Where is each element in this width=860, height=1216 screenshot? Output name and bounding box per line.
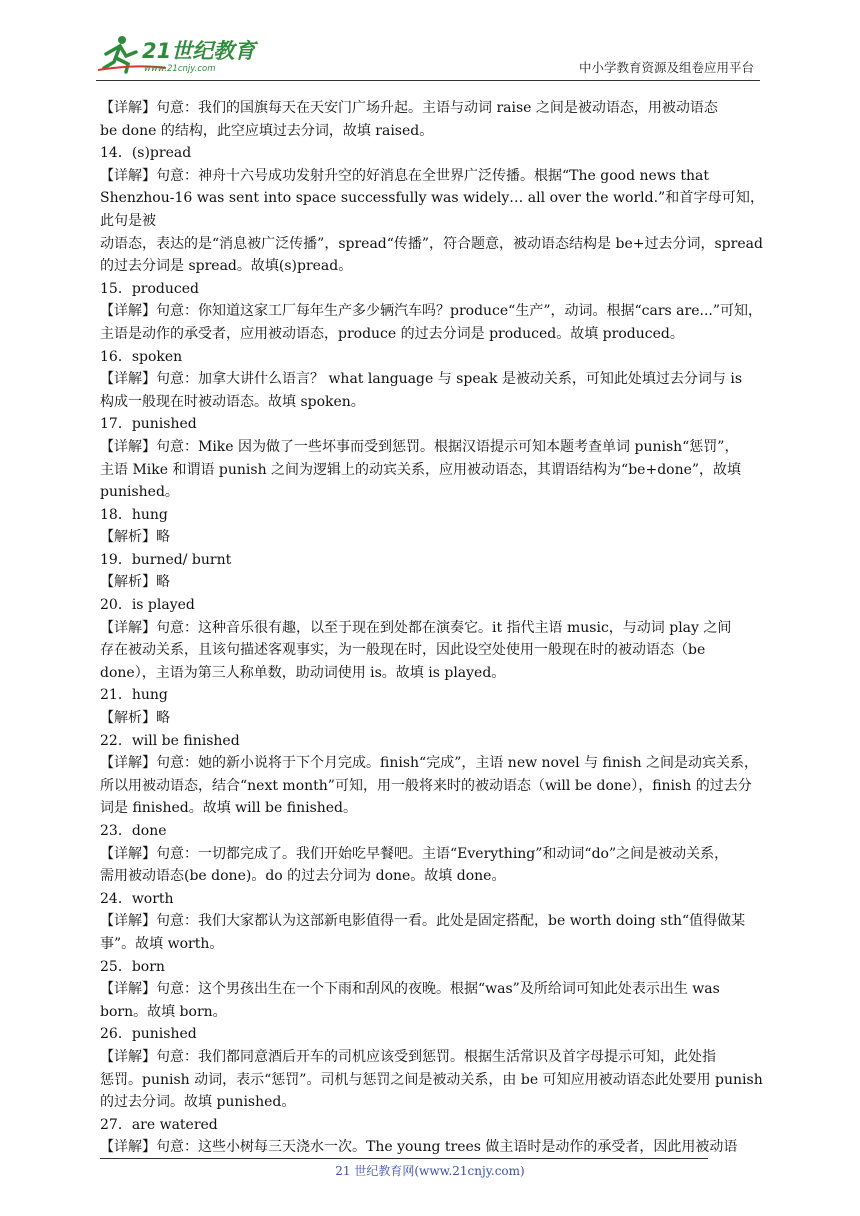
answer-line: 26．punished <box>100 1026 197 1043</box>
platform-label: 中小学教育资源及组卷应用平台 <box>578 60 754 75</box>
explanation-line: 的过去分词。故填 punished。 <box>100 1094 296 1111</box>
explanation-line: 构成一般现在时被动语态。故填 spoken。 <box>100 393 365 410</box>
explanation-line: done），主语为第三人称单数，助动词使用 is。故填 is played。 <box>100 664 506 681</box>
explanation-line: 主语 Mike 和谓语 punish 之间为逻辑上的动宾关系，应用被动语态，其谓语结构为“be+done”，故填 <box>100 461 742 478</box>
svg-text:21世纪教育: 21世纪教育 <box>142 39 256 63</box>
explanation-line: 【详解】句意：我们的国旗每天在天安门广场升起。主语与动词 raise 之间是被动语态，用被动语态 <box>100 100 718 116</box>
answer-line: 17．punished <box>100 416 197 433</box>
svg-text:www.21cnjy.com: www.21cnjy.com <box>144 64 216 74</box>
answer-line: 27．are watered <box>100 1116 218 1133</box>
answer-line: 19．burned/ burnt <box>100 551 232 568</box>
explanation-line: 【详解】句意：这种音乐很有趣，以至于现在到处都在演奏它。it 指代主语 music，与动词 play 之间 <box>100 619 732 636</box>
explanation-line: 所以用被动语态，结合“next month”可知，用一般将来时的被动语态（will be done），finish 的过去分 <box>100 777 752 794</box>
explanation-line: 【详解】句意：这些小树每三天浇水一次。The young trees 做主语时是动作的承受者，因此用被动语 <box>100 1139 738 1156</box>
answer-line: 14．(s)pread <box>100 145 192 162</box>
explanation-line: 【解析】略 <box>100 529 170 546</box>
explanation-line: 【详解】句意：神舟十六号成功发射升空的好消息在全世界广泛传播。根据“The good news that <box>100 167 710 184</box>
answer-line: 15．produced <box>100 280 199 297</box>
explanation-line: 【详解】句意：加拿大讲什么语言？ what language 与 speak 是被动关系，可知此处填过去分词与 is <box>100 371 743 388</box>
answer-line: 18．hung <box>100 506 168 523</box>
footer-site-link[interactable]: 21 世纪教育网(www.21cnjy.com) <box>335 1164 525 1178</box>
explanation-line: 惩罚。punish 动词，表示“惩罚”。司机与惩罚之间是被动关系，由 be 可知应用被动语态此处要用 punish <box>100 1071 763 1088</box>
page-header <box>96 30 760 81</box>
explanation-line: 【详解】句意：我们都同意酒后开车的司机应该受到惩罚。根据生活常识及首字母提示可知，此处指 <box>100 1048 716 1065</box>
explanation-line: 【详解】句意：她的新小说将于下个月完成。finish“完成”，主语 new novel 与 finish 之间是动宾关系， <box>100 755 759 772</box>
explanation-line: 存在被动关系，且该句描述客观事实，为一般现在时，因此设空处使用一般现在时的被动语态（be <box>100 642 706 659</box>
answer-line: 24．worth <box>100 890 174 907</box>
explanation-line: 【解析】略 <box>100 574 170 591</box>
explanation-line: 主语是动作的承受者，应用被动语态，produce 的过去分词是 produced。故填 produced。 <box>100 325 684 342</box>
answer-line: 21．hung <box>100 687 168 704</box>
answer-line: 23．done <box>100 823 167 839</box>
answer-line: 22．will be finished <box>100 732 240 749</box>
site-logo <box>96 34 266 74</box>
answer-line: 20．is played <box>100 597 195 614</box>
explanation-line: 事”。故填 worth。 <box>100 935 224 952</box>
explanation-line: 【详解】句意：我们大家都认为这部新电影值得一看。此处是固定搭配，be worth doing sth“值得做某 <box>100 913 746 930</box>
explanation-line: 【详解】句意：这个男孩出生在一个下雨和刮风的夜晚。根据“was”及所给词可知此处表示出生 was <box>100 981 720 998</box>
explanation-line: Shenzhou-16 was sent into space successfully was widely… all over the world.”和首字母可知，此句是被 <box>100 190 764 229</box>
explanation-line: be done 的结构，此空应填过去分词，故填 raised。 <box>100 122 434 139</box>
answer-line: 25．born <box>100 958 165 975</box>
explanation-line: born。故填 born。 <box>100 1003 227 1020</box>
explanation-line: 的过去分词是 spread。故填(s)pread。 <box>100 258 353 275</box>
explanation-line: 【详解】句意：Mike 因为做了一些坏事而受到惩罚。根据汉语提示可知本题考查单词 punish“惩罚”， <box>100 438 739 455</box>
answer-line: 16．spoken <box>100 348 183 365</box>
explanation-line: 【详解】句意：一切都完成了。我们开始吃早餐吧。主语“Everything”和动词“do”之间是被动关系， <box>100 845 729 862</box>
footer-divider <box>100 1158 708 1159</box>
explanation-line: 【解析】略 <box>100 710 170 727</box>
answer-explanations <box>100 97 764 1159</box>
explanation-line: 需用被动语态(be done)。do 的过去分词为 done。故填 done。 <box>100 868 506 885</box>
explanation-line: 词是 finished。故填 will be finished。 <box>100 800 358 817</box>
explanation-line: punished。 <box>100 484 179 501</box>
explanation-line: 动语态，表达的是“消息被广泛传播”，spread“传播”，符合题意，被动语态结构是 be+过去分词，spread <box>100 235 763 252</box>
explanation-line: 【详解】句意：你知道这家工厂每年生产多少辆汽车吗？produce“生产”，动词。根据“cars are...”可知， <box>100 303 763 320</box>
